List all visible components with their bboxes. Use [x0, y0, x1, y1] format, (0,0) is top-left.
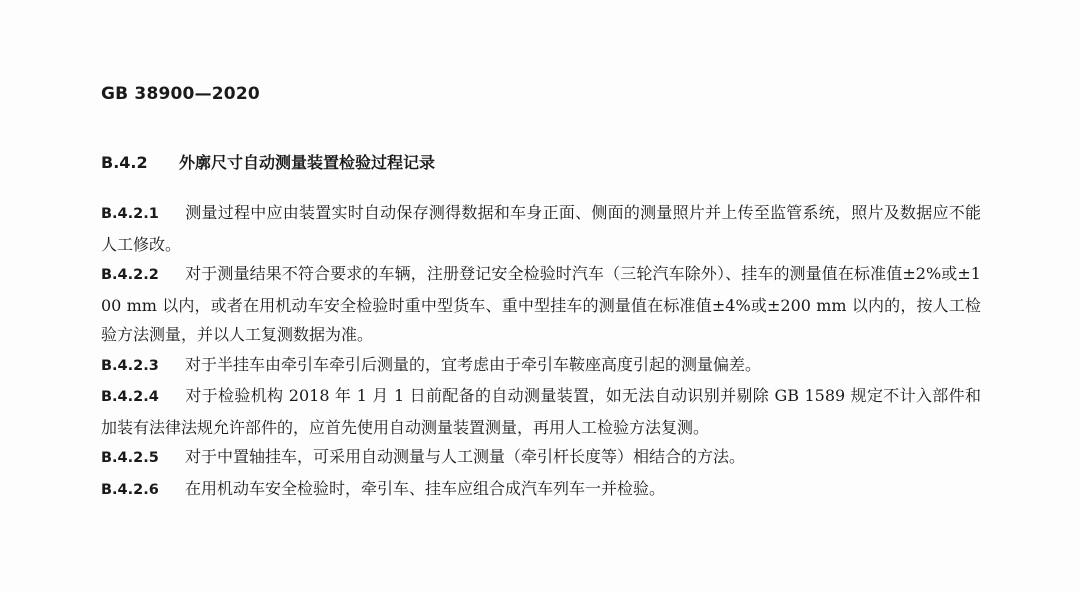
- clause-b-4-2-1: [101, 198, 981, 259]
- clause-text: 对于半挂车由牵引车牵引后测量的，宜考虑由于牵引车鞍座高度引起的测量偏差。: [185, 354, 762, 374]
- clause-number: B.4.2.4: [101, 389, 159, 405]
- clause-b-4-2-6: [101, 474, 981, 506]
- clause-number: B.4.2.2: [101, 267, 159, 283]
- clause-text: 对于中置轴挂车，可采用自动测量与人工测量（牵引杆长度等）相结合的方法。: [185, 447, 746, 466]
- clause-number: B.4.2.6: [101, 481, 159, 498]
- section-heading: [101, 150, 435, 173]
- clause-number: B.4.2.5: [101, 450, 159, 466]
- clause-number: B.4.2.3: [101, 357, 159, 374]
- clause-text: 对于测量结果不符合要求的车辆，注册登记安全检验时汽车（三轮汽车除外）、挂车的测量值在标准值±2%或±100 mm 以内，或者在用机动车安全检验时重中型货车、重中型挂车的测量值在标准值±4%或±200 mm 以内的，按人工检验方法测量，并以人工复测数据为准。: [101, 264, 981, 344]
- clause-text: 测量过程中应由装置实时自动保存测得数据和车身正面、侧面的测量照片并上传至监管系统，照片及数据应不能人工修改。: [101, 203, 981, 254]
- clause-text: 对于检验机构 2018 年 1 月 1 日前配备的自动测量装置，如无法自动识别并剔除 GB 1589 规定不计入部件和加装有法律法规允许部件的，应首先使用自动测量装置测量，再用人工检验方法复测。: [101, 386, 981, 437]
- clause-b-4-2-2: [101, 259, 981, 350]
- clause-b-4-2-5: [101, 442, 981, 474]
- clause-list: [101, 198, 981, 505]
- clause-b-4-2-4: [101, 381, 981, 442]
- section-title: 外廓尺寸自动测量装置检验过程记录: [179, 153, 436, 172]
- clause-b-4-2-3: [101, 350, 981, 382]
- section-number: B.4.2: [101, 153, 148, 172]
- clause-text: 在用机动车安全检验时，牵引车、挂车应组合成汽车列车一并检验。: [185, 478, 666, 498]
- clause-number: B.4.2.1: [101, 206, 159, 222]
- standard-number-header: GB 38900—2020: [101, 84, 260, 104]
